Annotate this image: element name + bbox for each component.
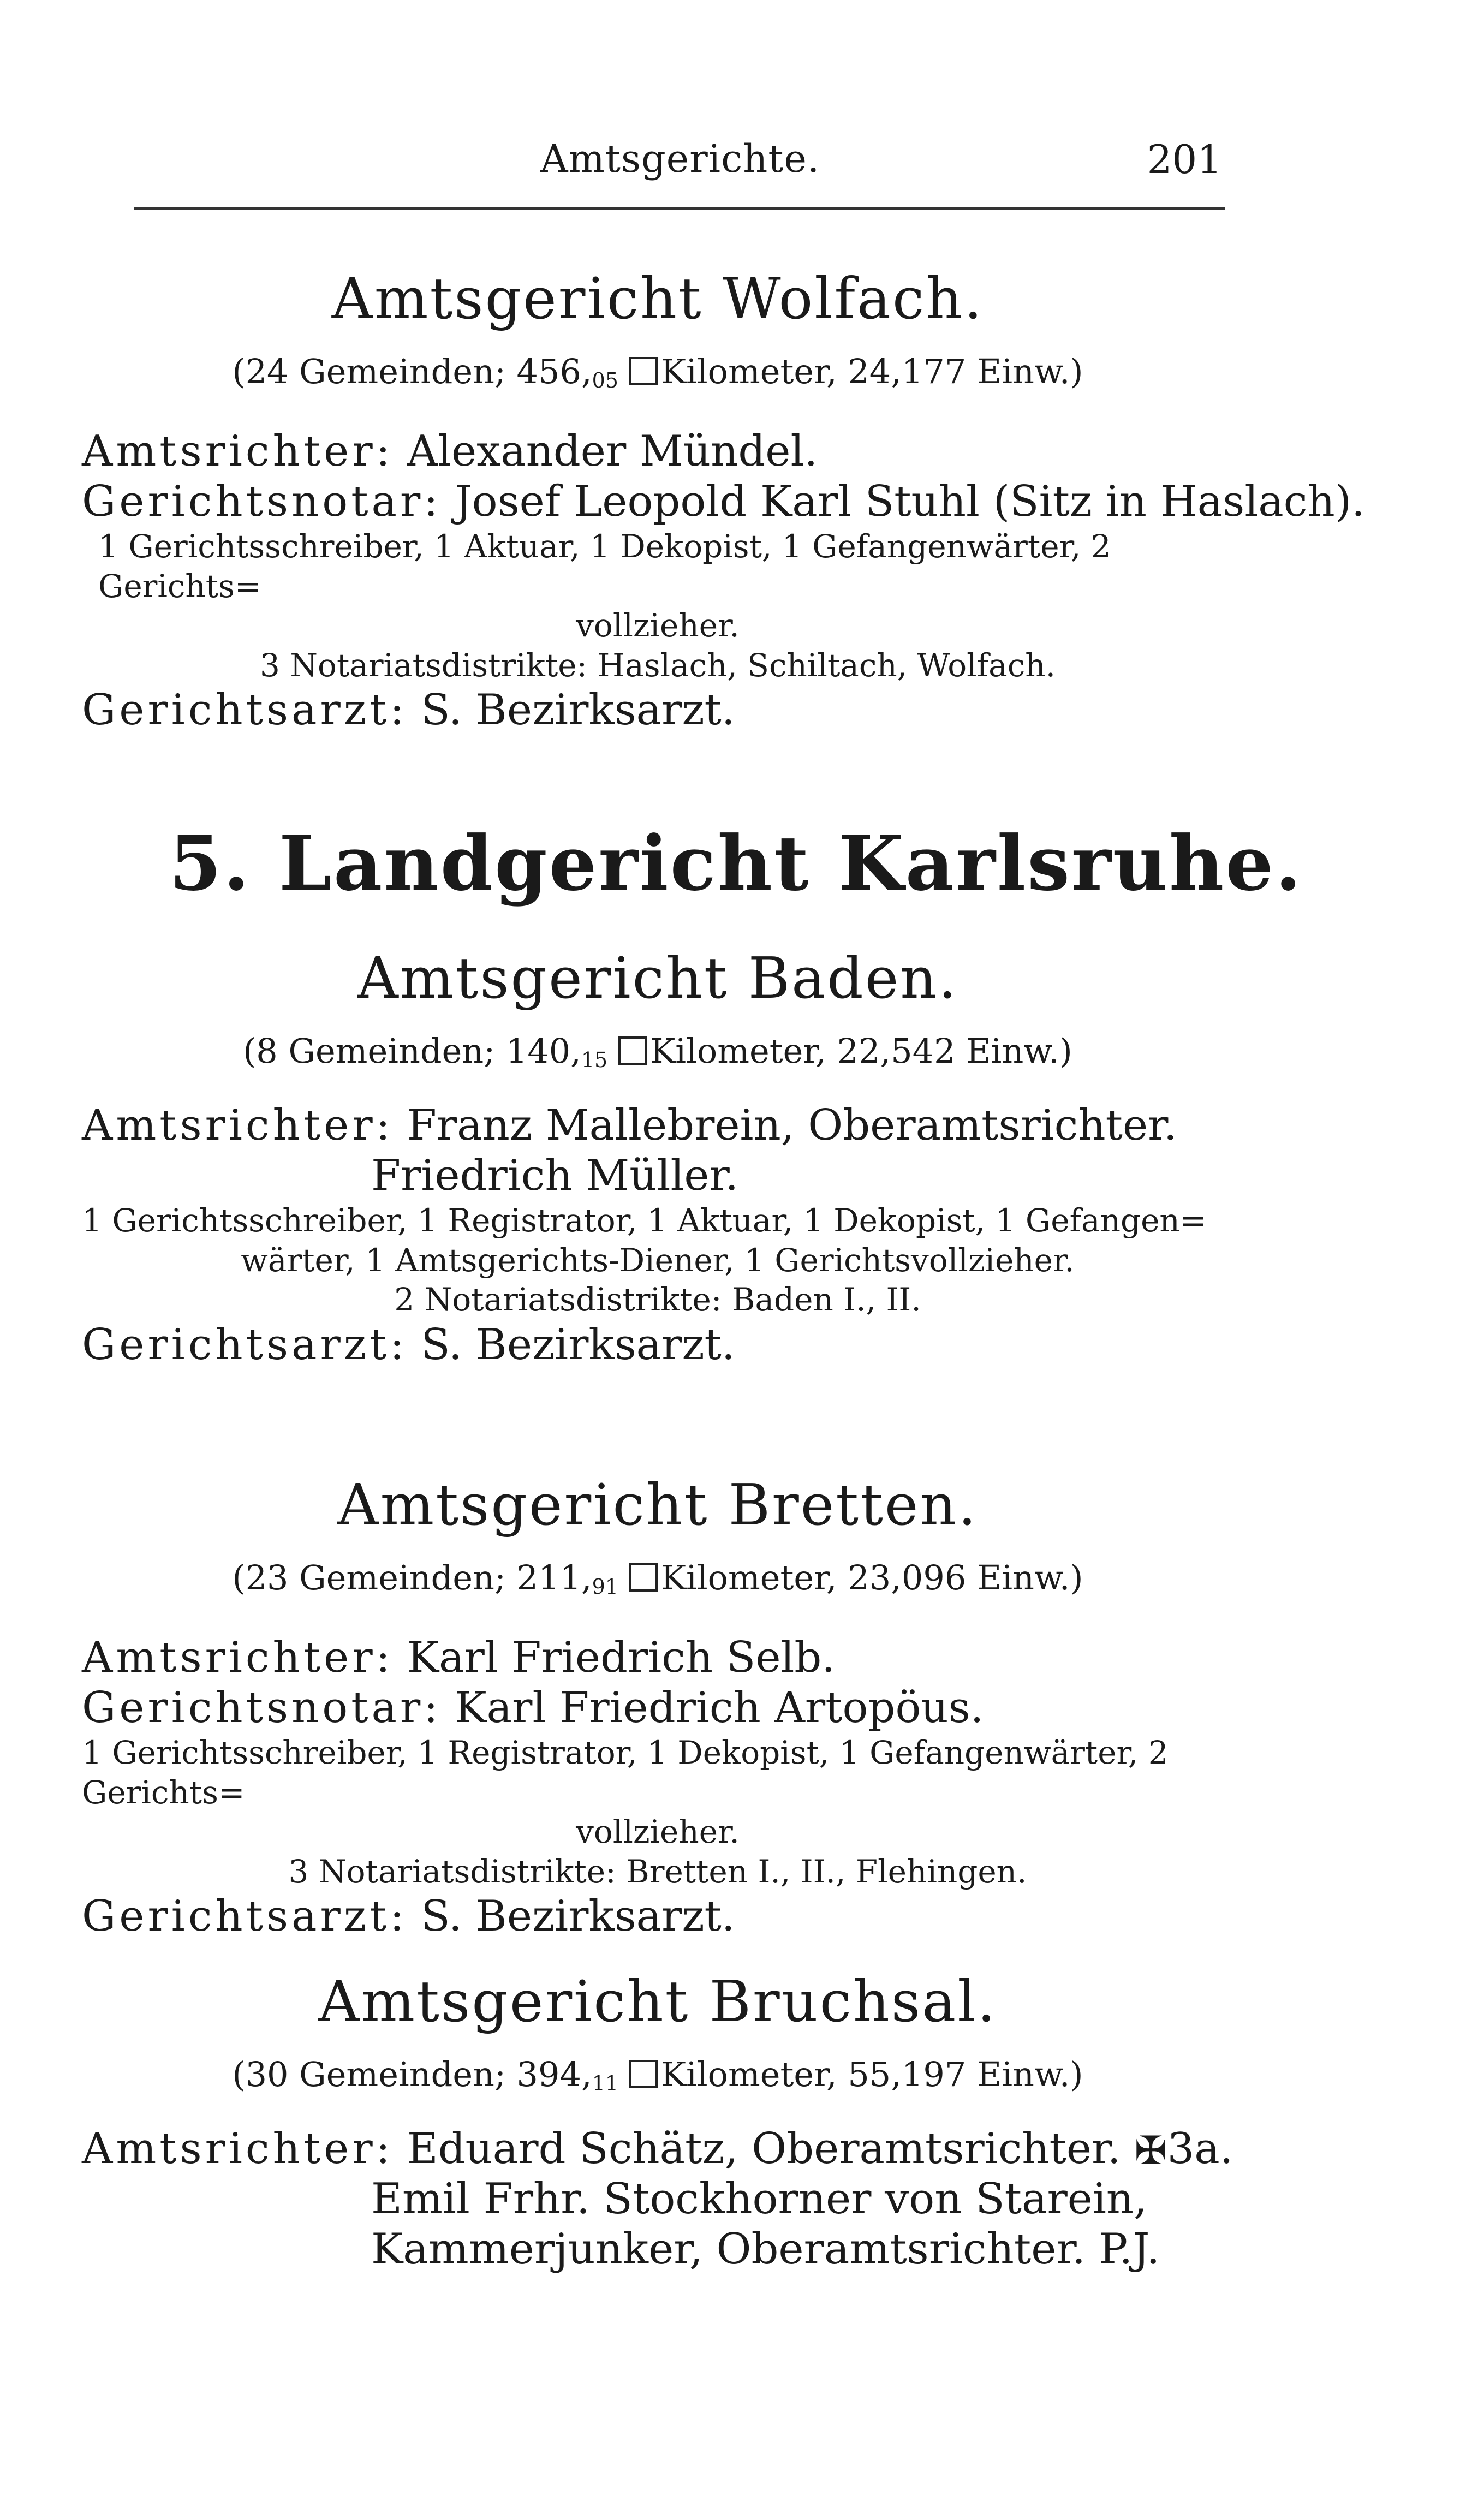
court-title: Amtsgericht Wolfach. [331, 265, 984, 332]
staff-line-continued: vollzieher. [576, 1813, 740, 1851]
notary-label: Gerichtsnotar: [82, 1683, 442, 1733]
staff-line: 1 Gerichtsschreiber, 1 Registrator, 1 Aktuar, 1 Dekopist, 1 Gefangen= [82, 1202, 1207, 1240]
doctor-label: Gerichtsarzt: [82, 1320, 408, 1369]
square-symbol-icon [618, 1036, 647, 1065]
districts-line: 2 Notariatsdistrikte: Baden I., II. [394, 1281, 921, 1319]
doctor-value: S. Bezirksarzt. [421, 686, 735, 735]
stats-text: Kilometer, 22,542 Einw.) [649, 1031, 1072, 1071]
court-stats [82, 1031, 1233, 1073]
court-stats [82, 1558, 1233, 1600]
districts-line: 3 Notariatsdistrikte: Bretten I., II., Flehingen. [288, 1852, 1027, 1890]
order-cross-icon: ✠ [1134, 2127, 1167, 2173]
section-title: Landgericht Karlsruhe. [278, 819, 1303, 908]
court-stats [82, 352, 1233, 394]
court-entry-baden [82, 947, 1233, 1370]
stats-text: (23 Gemeinden; 211, [232, 1558, 592, 1598]
judge-label: Amtsrichter: [82, 426, 394, 476]
doctor-line [82, 685, 1233, 735]
court-entry-bruchsal [82, 1970, 1233, 2274]
judge-name: Emil Frhr. Stockhorner von Starein, [371, 2175, 1147, 2224]
running-title: Amtsgerichte. [540, 136, 820, 181]
districts-line: 3 Notariatsdistrikte: Haslach, Schiltach, Wolfach. [259, 646, 1056, 684]
judge-name: Karl Friedrich Selb. [407, 1633, 836, 1682]
stats-text: (30 Gemeinden; 394, [232, 2054, 592, 2095]
order-class: 3a. [1167, 2124, 1233, 2173]
doctor-label: Gerichtsarzt: [82, 686, 408, 735]
judge-label: Amtsrichter: [82, 2124, 394, 2173]
judge-name: Friedrich Müller. [371, 1151, 739, 1201]
section-number: 5. [169, 819, 251, 908]
stats-text: Kilometer, 24,177 Einw.) [660, 352, 1083, 392]
judge-line [82, 426, 1233, 476]
stats-text: (8 Gemeinden; 140, [243, 1031, 581, 1071]
doctor-value: S. Bezirksarzt. [421, 1892, 735, 1941]
judge-line-second-continued [82, 2224, 1233, 2274]
notary-label: Gerichtsnotar: [82, 477, 442, 527]
notary-name: Karl Friedrich Artopöus. [455, 1683, 984, 1733]
stats-text: Kilometer, 23,096 Einw.) [660, 1558, 1083, 1598]
stats-text: Kilometer, 55,197 Einw.) [660, 2054, 1083, 2095]
judge-name: Franz Mallebrein, Oberamtsrichter. [407, 1100, 1177, 1150]
doctor-label: Gerichtsarzt: [82, 1892, 408, 1941]
judge-label: Amtsrichter: [82, 1633, 394, 1682]
notary-line [82, 1683, 1233, 1733]
doctor-line [82, 1320, 1233, 1370]
judge-name: Eduard Schätz, Oberamtsrichter. [407, 2124, 1121, 2173]
judge-line [82, 1100, 1233, 1151]
judge-line-second [82, 2174, 1233, 2224]
judge-title: Kammerjunker, Oberamtsrichter. P.J. [371, 2225, 1160, 2274]
page-number: 201 [1147, 136, 1222, 182]
square-symbol-icon [629, 357, 658, 385]
court-title: Amtsgericht Bruchsal. [318, 1968, 997, 2035]
staff-line-continued: vollzieher. [576, 607, 740, 645]
stats-subscript: 05 [592, 368, 618, 393]
staff-line-continued: wärter, 1 Amtsgerichts-Diener, 1 Gerichtsvollzieher. [241, 1241, 1075, 1279]
stats-subscript: 91 [592, 1575, 618, 1599]
court-entry-wolfach [82, 265, 1365, 735]
judge-label: Amtsrichter: [82, 1100, 394, 1150]
court-stats [82, 2054, 1233, 2096]
judge-line [82, 1633, 1233, 1683]
running-head [0, 136, 1472, 191]
notary-line [82, 476, 1365, 527]
judge-line-second [82, 1151, 1233, 1201]
notary-name: Josef Leopold Karl Stuhl (Sitz in Haslach). [455, 477, 1365, 527]
judge-name: Alexander Mündel. [407, 426, 818, 476]
stats-subscript: 11 [592, 2071, 618, 2096]
square-symbol-icon [629, 1563, 658, 1592]
stats-text: (24 Gemeinden; 456, [232, 352, 592, 392]
staff-line: 1 Gerichtsschreiber, 1 Registrator, 1 Dekopist, 1 Gefangenwärter, 2 Gerichts= [82, 1734, 1169, 1811]
header-rule [134, 207, 1225, 210]
court-title: Amtsgericht Bretten. [337, 1472, 978, 1538]
doctor-value: S. Bezirksarzt. [421, 1320, 735, 1369]
doctor-line [82, 1891, 1233, 1941]
stats-subscript: 15 [581, 1048, 608, 1073]
court-title: Amtsgericht Baden. [357, 945, 958, 1011]
square-symbol-icon [629, 2060, 658, 2088]
court-entry-bretten [82, 1474, 1233, 1941]
section-heading [0, 819, 1472, 908]
judge-line [82, 2124, 1233, 2174]
staff-line: 1 Gerichtsschreiber, 1 Aktuar, 1 Dekopist, 1 Gefangenwärter, 2 Gerichts= [98, 528, 1111, 605]
